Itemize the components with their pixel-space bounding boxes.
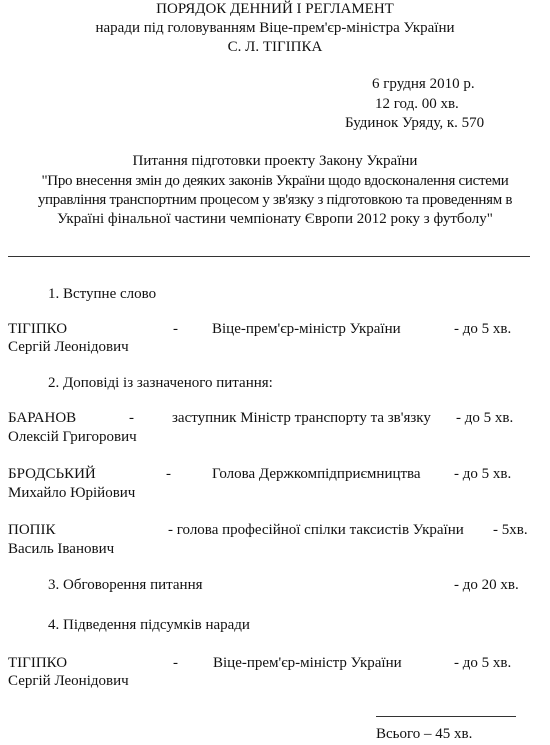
topic-line-3: управління транспортним процесом у зв'язку з підготовкою та проведенням в	[37, 192, 513, 208]
speaker-2-dash: -	[129, 410, 134, 426]
chair-name: С. Л. ТІГІПКА	[227, 39, 323, 55]
topic-line-2: "Про внесення змін до деяких законів України щодо вдосконалення системи	[41, 173, 509, 189]
speaker-3-dash: -	[166, 466, 171, 482]
total-rule	[376, 716, 516, 717]
speaker-3-position: Голова Держкомпідприємництва	[212, 466, 421, 482]
meeting-place: Будинок Уряду, к. 570	[345, 115, 485, 131]
total-duration: Всього – 45 хв.	[376, 726, 473, 742]
speaker-3-name: Михайло Юрійович	[8, 485, 136, 501]
separator-line	[8, 256, 530, 257]
speaker-1-name: Сергій Леонідович	[8, 339, 129, 355]
speaker-2-surname: БАРАНОВ	[8, 410, 77, 426]
meeting-date: 6 грудня 2010 р.	[372, 76, 475, 92]
speaker-1-dash: -	[173, 321, 178, 337]
document-subtitle: наради під головуванням Віце-прем'єр-міністра України	[95, 20, 455, 36]
speaker-1-surname: ТІГІПКО	[8, 321, 68, 337]
document-title: ПОРЯДОК ДЕННИЙ І РЕГЛАМЕНТ	[156, 1, 394, 17]
section-1-heading: 1. Вступне слово	[48, 286, 157, 302]
speaker-3-duration: - до 5 хв.	[454, 466, 512, 482]
speaker-4-name: Василь Іванович	[8, 541, 115, 557]
meeting-time: 12 год. 00 хв.	[375, 96, 459, 112]
topic-line-1: Питання підготовки проекту Закону України	[132, 153, 418, 169]
speaker-4-position: - голова професійної спілки таксистів України	[168, 522, 464, 538]
speaker-3-surname: БРОДСЬКИЙ	[8, 466, 96, 482]
section-3-heading: 3. Обговорення питання	[48, 577, 203, 593]
speaker-2-duration: - до 5 хв.	[456, 410, 514, 426]
topic-line-4: Україні фінальної частини чемпіонату Європи 2012 року з футболу"	[57, 211, 493, 227]
speaker-4-duration: - 5хв.	[493, 522, 528, 538]
section-3-duration: - до 20 хв.	[454, 577, 519, 593]
speaker-2-name: Олексій Григорович	[8, 429, 137, 445]
speaker-5-name: Сергій Леонідович	[8, 673, 129, 689]
speaker-4-surname: ПОПІК	[8, 522, 56, 538]
speaker-1-duration: - до 5 хв.	[454, 321, 512, 337]
speaker-1-position: Віце-прем'єр-міністр України	[212, 321, 401, 337]
speaker-5-duration: - до 5 хв.	[454, 655, 512, 671]
speaker-5-position: Віце-прем'єр-міністр України	[213, 655, 402, 671]
speaker-5-surname: ТІГІПКО	[8, 655, 68, 671]
section-4-heading: 4. Підведення підсумків наради	[48, 617, 250, 633]
speaker-5-dash: -	[173, 655, 178, 671]
speaker-2-position: заступник Міністр транспорту та зв'язку	[172, 410, 431, 426]
section-2-heading: 2. Доповіді із зазначеного питання:	[48, 375, 273, 391]
